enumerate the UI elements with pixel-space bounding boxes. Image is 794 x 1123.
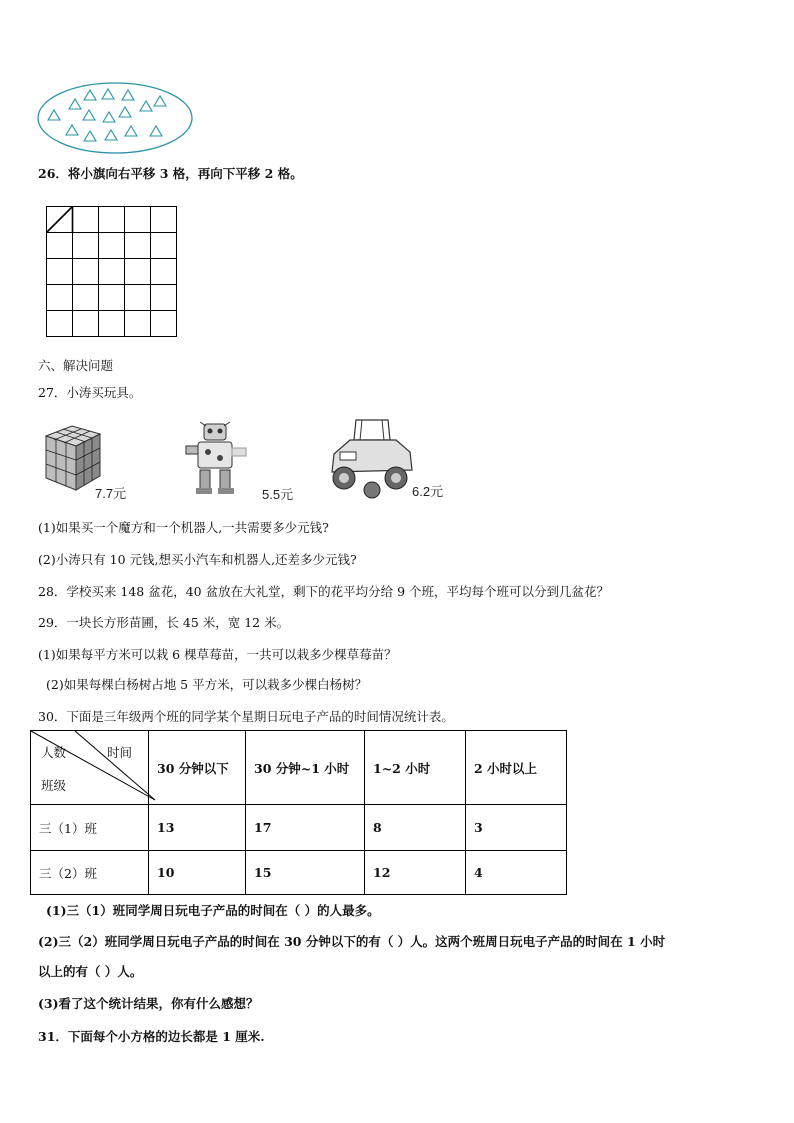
question-28: 28．学校买来 148 盆花，40 盆放在大礼堂，剩下的花平均分给 9 个班，平均每个班可以分到几盆花？ [38,584,609,599]
question-27-part-2: (2)小涛只有 10 元钱,想买小汽车和机器人,还差多少元钱? [38,552,357,567]
question-30-part-2-cont: 以上的有（ ）人。 [38,964,143,979]
flag-icon [47,207,73,233]
question-29: 29．一块长方形苗圃，长 45 米，宽 12 米。 [38,615,290,630]
question-26: 26．将小旗向右平移 3 格，再向下平移 2 格。 [38,166,303,181]
table-cell: 4 [466,851,567,895]
question-27: 27．小涛买玩具。 [38,385,142,400]
corner-label-time: 时间 [107,745,133,760]
question-30-part-3: (3)看了这个统计结果，你有什么感想？ [38,996,259,1011]
statistics-table [30,730,567,895]
table-header-cell: 30 分钟以下 [149,731,246,805]
question-27-part-1: (1)如果买一个魔方和一个机器人,一共需要多少元钱? [38,520,329,535]
table-cell: 15 [246,851,365,895]
question-29-part-1: (1)如果每平方米可以栽 6 棵草莓苗，一共可以栽多少棵草莓苗？ [38,647,397,662]
table-cell: 17 [246,805,365,851]
section-title: 六、解决问题 [38,358,114,373]
table-row-label: 三（2）班 [31,851,149,895]
table-header-cell: 2 小时以上 [466,731,567,805]
corner-label-class: 班级 [41,778,67,793]
table-header-cell: 30 分钟~1 小时 [246,731,365,805]
question-30-part-2: (2)三（2）班同学周日玩电子产品的时间在 30 分钟以下的有（ ）人。这两个班周日玩电子产品的时间在 1 小时 [38,934,666,949]
table-row [31,805,567,851]
table-row-label: 三（1）班 [31,805,149,851]
table-cell: 8 [365,805,466,851]
toy-car-icon [326,414,418,500]
robot-price: 5.5元 [262,487,294,502]
triangle-group [48,89,166,141]
table-corner-cell [31,731,149,805]
question-29-part-2: (2)如果每棵白杨树占地 5 平方米，可以栽多少棵白杨树？ [46,677,368,692]
table-row [31,851,567,895]
question-30-part-1: (1)三（1）班同学周日玩电子产品的时间在（ ）的人最多。 [46,903,380,918]
table-cell: 13 [149,805,246,851]
table-header-cell: 1~2 小时 [365,731,466,805]
car-price: 6.2元 [412,484,444,499]
triangle-set-ellipse [36,80,196,156]
robot-icon [180,418,260,498]
table-cell: 3 [466,805,567,851]
cube-price: 7.7元 [95,486,127,501]
table-cell: 10 [149,851,246,895]
flag-grid[interactable] [45,205,179,339]
question-30: 30．下面是三年级两个班的同学某个星期日玩电子产品的时间情况统计表。 [38,709,454,724]
table-cell: 12 [365,851,466,895]
question-31: 31．下面每个小方格的边长都是 1 厘米. [38,1029,265,1044]
corner-label-count: 人数 [41,745,67,760]
table-header-row [31,731,567,805]
